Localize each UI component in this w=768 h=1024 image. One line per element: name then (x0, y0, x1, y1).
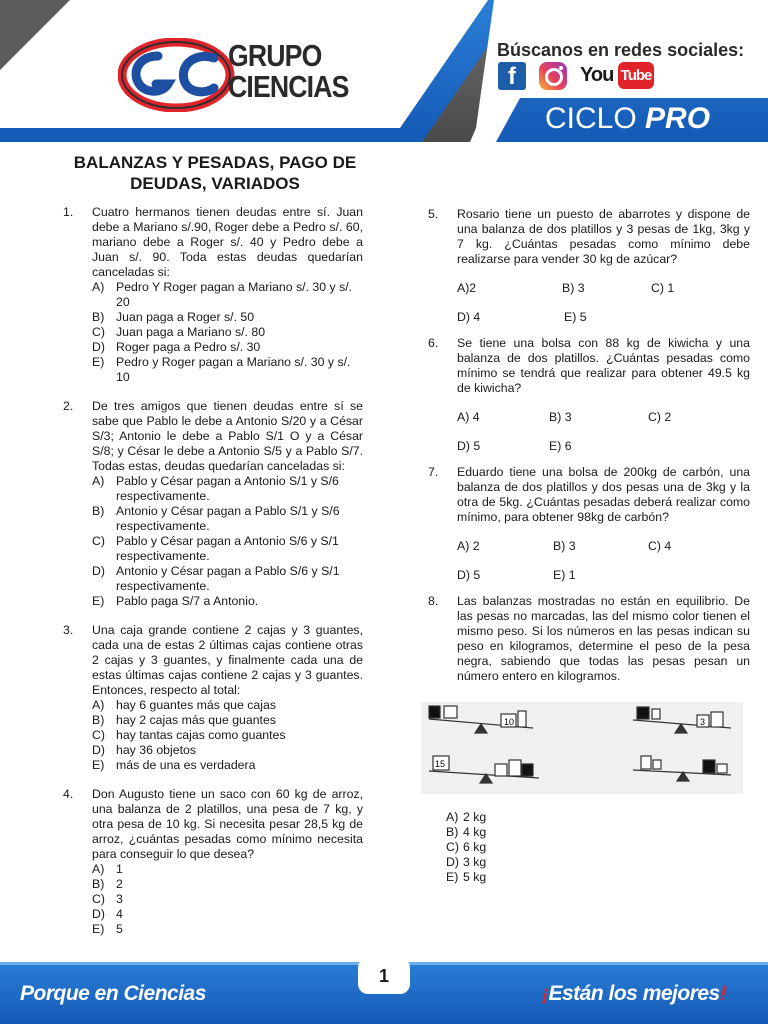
social-title: Búscanos en redes sociales: (497, 40, 745, 60)
option: B) 3 (553, 539, 576, 553)
option: B) 2 (92, 877, 123, 891)
option: C) 6 kg (446, 840, 487, 854)
question-2 (63, 399, 363, 609)
option: A) 2 (457, 539, 480, 553)
option: A) Pablo y César pagan a Antonio S/1 y S/6 respectivamente. (92, 474, 339, 503)
question-text: Una caja grande contiene 2 cajas y 3 guantes, cada una de estas 2 últimas cajas contiene otras 2 cajas y 3 guantes, y finalmente cada una de estas últimas cajas contiene 2 cajas y 3 guantes. Entonces, respecto al total: (92, 623, 363, 697)
options-row (457, 539, 750, 554)
question-text: Las balanzas mostradas no están en equilibrio. De las pesas no marcadas, las del mismo color tienen el mismo peso. Si los números en las pesas indican su peso en kilogramos, determine el peso de la pesa negra, sabiendo que todas las pesas pesan un número entero en kilogramos. (457, 594, 750, 683)
option: B) 4 kg (446, 825, 487, 839)
question-8 (428, 594, 750, 684)
question-1 (63, 205, 363, 385)
option: D) Roger paga a Pedro s/. 30 (92, 340, 261, 354)
youtube-tube: Tube (618, 62, 654, 89)
question-6 (428, 336, 750, 454)
option: C) 2 (648, 410, 672, 424)
option: E) 6 (549, 439, 572, 453)
logo-line2: CIENCIAS (228, 69, 349, 104)
option: E) más de una es verdadera (92, 758, 256, 772)
ciclo-pro-label (545, 101, 710, 137)
question-text: Eduardo tiene una bolsa de 200kg de carbón, una balanza de dos platillos y dos pesas una de 3kg y la otra de 5kg. ¿Cuántas pesadas deberá realizar como mínimo, para obtener 98kg de carbón? (457, 465, 750, 524)
option: A) 1 (92, 862, 123, 876)
exclamation-open: ¡ (542, 982, 549, 1005)
option: B) 3 (562, 281, 585, 295)
option: C) 3 (92, 892, 123, 906)
options-row (457, 281, 750, 296)
option: E) Pedro y Roger pagan a Mariano s/. 30 y s/. 10 (92, 355, 351, 384)
option: C) hay tantas cajas como guantes (92, 728, 286, 742)
question-3 (63, 623, 363, 773)
option: C) 4 (648, 539, 672, 553)
option: E) 5 (92, 922, 123, 936)
options-row (457, 410, 750, 425)
option: D) hay 36 objetos (92, 743, 196, 757)
option: B) Antonio y César pagan a Pablo S/1 y S/6 respectivamente. (92, 504, 340, 533)
option: E) 1 (553, 568, 576, 582)
question-text: Don Augusto tiene un saco con 60 kg de arroz, una balanza de 2 platillos, una pesa de 7 kg, y otra pesa de 10 kg. Si necesita pesar 28,5 kg de arroz, ¿cuántas pesadas como mínimo necesita para conseguir lo que desea? (92, 787, 363, 861)
option: D) 4 (92, 907, 123, 921)
option: B) 3 (549, 410, 572, 424)
question-7 (428, 465, 750, 583)
balance-scales-figure (421, 698, 743, 798)
question-number: 2. (63, 399, 74, 413)
option: D) Antonio y César pagan a Pablo S/6 y S/1 respectivamente. (92, 564, 340, 593)
question-number: 3. (63, 623, 74, 637)
option: A) 4 (457, 410, 480, 424)
option: D) 5 (457, 568, 481, 582)
question-text: Se tiene una bolsa con 88 kg de kiwicha y una balanza de dos platillos. ¿Cuántas pesadas como mínimo se tendrá que realizar para obtener 49.5 kg de kiwicha? (457, 336, 750, 395)
option: A) Pedro Y Roger pagan a Mariano s/. 30 y s/. 20 (92, 280, 353, 309)
right-column (428, 207, 750, 885)
option: D) 5 (457, 439, 481, 453)
option: E) 5 kg (446, 870, 487, 884)
question-text: Rosario tiene un puesto de abarrotes y dispone de una balanza de dos platillos y 3 pesas de 1kg, 3kg y 7 kg. ¿Cuántas pesadas como mínimo debe realizarse para vender 30 kg de azúcar? (457, 207, 750, 266)
question-text: Cuatro hermanos tienen deudas entre sí. Juan debe a Mariano s/.90, Roger debe a Pedro s/. 60, mariano debe a Roger s/. 40 y Pedro debe a Juan s/. 90. Toda estas deudas quedarían canceladas si: (92, 205, 363, 279)
logo-line1: GRUPO (228, 38, 322, 73)
option: A) hay 6 guantes más que cajas (92, 698, 276, 712)
option: A) 2 kg (446, 810, 487, 824)
question-number: 4. (63, 787, 74, 801)
page-header (0, 0, 768, 142)
footer-slogan-text: Están los mejores (548, 982, 720, 1005)
question-8-options (446, 810, 750, 885)
option: C) Pablo y César pagan a Antonio S/6 y S/1 respectivamente. (92, 534, 339, 563)
option: C) 1 (651, 281, 675, 295)
youtube-you: You (580, 64, 614, 86)
page-number: 1 (358, 958, 410, 994)
instagram-icon[interactable] (539, 62, 567, 90)
options-row (457, 568, 750, 583)
facebook-icon[interactable]: f (498, 62, 526, 90)
option: A)2 (457, 281, 477, 295)
footer-slogan-right (542, 982, 726, 1006)
question-number: 6. (428, 336, 439, 350)
option: B) hay 2 cajas más que guantes (92, 713, 276, 727)
scale-label: 15 (435, 759, 446, 769)
logo-wordmark (228, 40, 349, 102)
question-number: 7. (428, 465, 439, 479)
page-title: BALANZAS Y PESADAS, PAGO DE DEUDAS, VARIADOS (73, 153, 357, 193)
pro-text: PRO (645, 102, 711, 135)
question-5 (428, 207, 750, 325)
question-number: 8. (428, 594, 439, 608)
footer-slogan-left: Porque en Ciencias (20, 982, 206, 1005)
option: D) 4 (457, 310, 481, 324)
exclamation-close: ! (719, 982, 727, 1005)
left-column (63, 205, 363, 951)
option: E) Pablo paga S/7 a Antonio. (92, 594, 259, 608)
option: B) Juan paga a Roger s/. 50 (92, 310, 255, 324)
ciclo-text: CICLO (545, 102, 646, 135)
question-text: De tres amigos que tienen deudas entre sí se sabe que Pablo le debe a Antonio S/20 y a César S/3; Antonio le debe a Pablo S/1 O y a César S/8; y César le debe a Antonio S/5 y a Pablo S/7. Todas estas, deudas quedarían canceladas si: (92, 399, 363, 473)
options-row (457, 439, 750, 454)
question-number: 5. (428, 207, 439, 221)
option: E) 5 (564, 310, 587, 324)
balance-scales-icon (421, 698, 743, 798)
scale-label: 3 (700, 717, 706, 727)
question-number: 1. (63, 205, 74, 219)
option: C) Juan paga a Mariano s/. 80 (92, 325, 266, 339)
question-4 (63, 787, 363, 937)
options-row (457, 310, 750, 325)
option: D) 3 kg (446, 855, 487, 869)
material-extra-label: Material Extra (204, 115, 310, 132)
scale-label: 10 (504, 717, 515, 727)
